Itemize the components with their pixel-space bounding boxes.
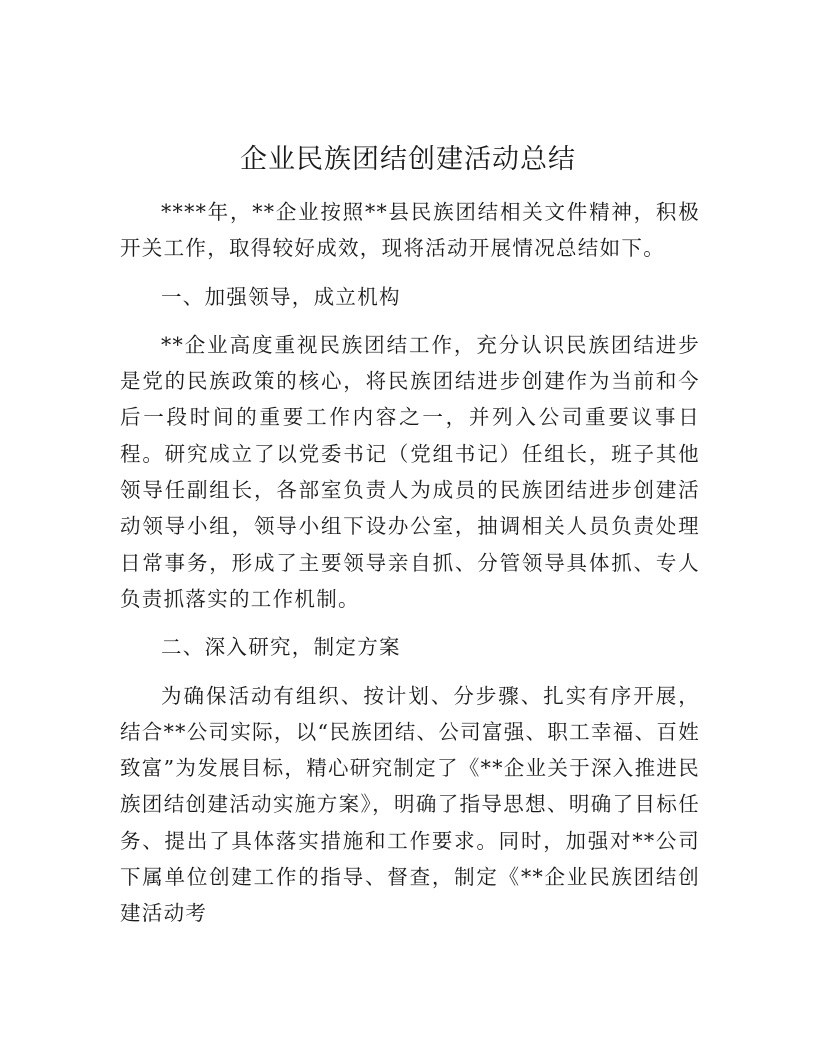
intro-paragraph: ****年，**企业按照**县民族团结相关文件精神，积极开关工作，取得较好成效，现将活动开展情况总结如下。 <box>120 200 700 261</box>
section-body-2: 为确保活动有组织、按计划、分步骤、扎实有序开展，结合**公司实际，以“民族团结、公司富强、职工幸福、百姓致富”为发展目标，精心研究制定了《**企业关于深入推进民族团结创建活动实施方案》，明确了指导思想、明确了目标任务、提出了具体落实措施和工作要求。同时，加强对**公司下属单位创建工作的指导、督查，制定《**企业民族团结创建活动考 <box>120 683 700 926</box>
document-title: 企业民族团结创建活动总结 <box>240 144 576 175</box>
section-body-1: **企业高度重视民族团结工作，充分认识民族团结进步是党的民族政策的核心，将民族团结进步创建作为当前和今后一段时间的重要工作内容之一，并列入公司重要议事日程。研究成立了以党委书记（党组书记）任组长，班子其他领导任副组长，各部室负责人为成员的民族团结进步创建活动领导小组，领导小组下设办公室，抽调相关人员负责处理日常事务，形成了主要领导亲自抓、分管领导具体抓、专人负责抓落实的工作机制。 <box>120 332 700 611</box>
section-heading-2: 二、深入研究，制定方案 <box>161 635 401 660</box>
section-heading-1: 一、加强领导，成立机构 <box>161 284 401 309</box>
document-body <box>120 194 700 944</box>
